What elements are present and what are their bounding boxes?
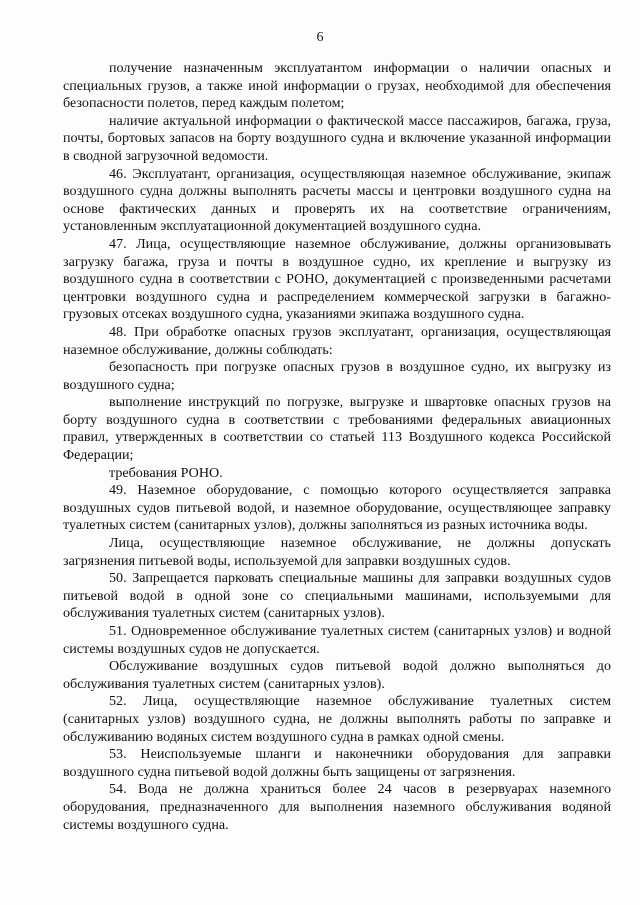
paragraph: выполнение инструкций по погрузке, выгрузке и швартовке опасных грузов на борту воздушного судна в соответствии с требованиями федеральных авиационных правил, утвержденных в соответствии со статьей 113 Воздушного кодекса Российской Федерации; bbox=[63, 394, 611, 464]
paragraph: наличие актуальной информации о фактической массе пассажиров, багажа, груза, почты, бортовых запасов на борту воздушного судна и включение указанной информации в сводной загрузочной ведомости. bbox=[63, 112, 611, 164]
paragraph-54: 54. Вода не должна храниться более 24 часов в резервуарах наземного оборудования, предназначенного для выполнения наземного обслуживания водяной системы воздушного судна. bbox=[63, 781, 611, 833]
paragraph: Обслуживание воздушных судов питьевой водой должно выполняться до обслуживания туалетных систем (санитарных узлов). bbox=[63, 658, 611, 692]
paragraph-48: 48. При обработке опасных грузов эксплуатант, организация, осуществляющая наземное обслуживание, должны соблюдать: bbox=[63, 323, 611, 358]
page-number: 6 bbox=[316, 30, 324, 45]
paragraph-53: 53. Неиспользуемые шланги и наконечники оборудования для заправки воздушного судна питьевой водой должны быть защищены от загрязнения. bbox=[63, 746, 611, 780]
document-body bbox=[63, 60, 611, 834]
paragraph: получение назначенным эксплуатантом информации о наличии опасных и специальных грузов, а также иной информации о грузах, необходимой для обеспечения безопасности полетов, перед каждым полетом; bbox=[63, 60, 611, 112]
paragraph-50: 50. Запрещается парковать специальные машины для заправки воздушных судов питьевой водой в одной зоне со специальными машинами, используемыми для обслуживания туалетных систем (санитарных узлов). bbox=[63, 570, 611, 622]
paragraph-49: 49. Наземное оборудование, с помощью которого осуществляется заправка воздушных судов питьевой водой, и наземное оборудование, осуществляющее заправку туалетных систем (санитарных узлов), должны заполняться из разных источника воды. bbox=[63, 482, 611, 534]
paragraph-52: 52. Лица, осуществляющие наземное обслуживание туалетных систем (санитарных узлов) воздушного судна, не должны выполнять работы по заправке и обслуживанию водяных систем воздушного судна в рамках одной смены. bbox=[63, 693, 611, 745]
paragraph-51: 51. Одновременное обслуживание туалетных систем (санитарных узлов) и водной системы воздушных судов не допускается. bbox=[63, 623, 611, 657]
paragraph-46: 46. Эксплуатант, организация, осуществляющая наземное обслуживание, экипаж воздушного судна должны выполнять расчеты массы и центровки воздушного судна на основе фактических данных и проверять их на соответствие ограничениям, установленным эксплуатационной документацией воздушного судна. bbox=[63, 165, 611, 235]
paragraph: требования РОНО. bbox=[109, 464, 223, 481]
paragraph: Лица, осуществляющие наземное обслуживание, не должны допускать загрязнения питьевой воды, используемой для заправки воздушных судов. bbox=[63, 535, 611, 569]
paragraph: безопасность при погрузке опасных грузов в воздушное судно, их выгрузку из воздушного судна; bbox=[63, 359, 611, 393]
paragraph-47: 47. Лица, осуществляющие наземное обслуживание, должны организовывать загрузку багажа, груза и почты в воздушное судно, их крепление и выгрузку из воздушного судна в соответствии с РОНО, документацией с произведенными расчетами центровки воздушного судна и распределением коммерческой загрузки в багажно-грузовых отсеках воздушного судна, указаниями экипажа воздушного судна. bbox=[63, 235, 611, 323]
